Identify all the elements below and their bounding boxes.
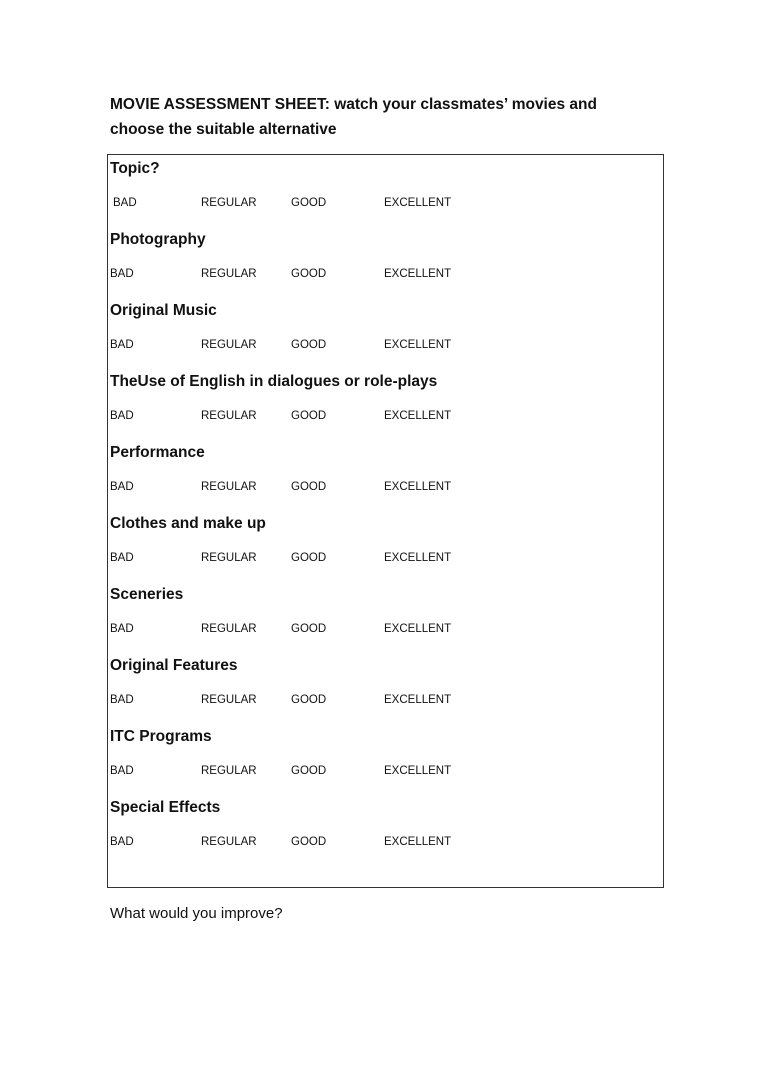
option-excellent[interactable]: EXCELLENT <box>384 623 452 635</box>
criterion-heading: Original Features <box>110 657 238 674</box>
option-bad[interactable]: BAD <box>110 765 134 777</box>
option-good[interactable]: GOOD <box>291 623 327 635</box>
improvement-question: What would you improve? <box>110 905 283 922</box>
option-bad[interactable]: BAD <box>110 836 134 848</box>
option-bad[interactable]: BAD <box>110 481 134 493</box>
criterion-original-features <box>110 656 452 708</box>
sheet-title-line-1: MOVIE ASSESSMENT SHEET: watch your classmates’ movies and <box>110 96 597 113</box>
rating-options <box>110 479 452 495</box>
option-good[interactable]: GOOD <box>291 410 327 422</box>
option-regular[interactable]: REGULAR <box>201 623 257 635</box>
sheet-title-line-2: choose the suitable alternative <box>110 121 337 138</box>
option-regular[interactable]: REGULAR <box>201 836 257 848</box>
option-regular[interactable]: REGULAR <box>201 694 257 706</box>
option-excellent[interactable]: EXCELLENT <box>384 765 452 777</box>
criterion-heading: Topic? <box>110 160 160 177</box>
option-regular[interactable]: REGULAR <box>201 197 257 209</box>
option-excellent[interactable]: EXCELLENT <box>384 197 452 209</box>
option-regular[interactable]: REGULAR <box>201 552 257 564</box>
criterion-heading: Special Effects <box>110 799 221 816</box>
rating-options <box>110 408 452 424</box>
option-bad[interactable]: BAD <box>113 197 137 209</box>
option-good[interactable]: GOOD <box>291 268 327 280</box>
criterion-photography <box>110 230 452 282</box>
rating-options <box>110 692 452 708</box>
criterion-itc-programs <box>110 727 452 779</box>
criterion-heading: Clothes and make up <box>110 515 266 532</box>
criterion-special-effects <box>110 798 452 850</box>
rating-options <box>110 550 452 566</box>
option-bad[interactable]: BAD <box>110 552 134 564</box>
rating-options <box>110 763 452 779</box>
option-excellent[interactable]: EXCELLENT <box>384 836 452 848</box>
option-good[interactable]: GOOD <box>291 197 327 209</box>
criterion-topic <box>110 159 452 211</box>
option-regular[interactable]: REGULAR <box>201 481 257 493</box>
criterion-heading: Performance <box>110 444 205 461</box>
option-bad[interactable]: BAD <box>110 339 134 351</box>
sheet-title <box>110 92 670 142</box>
option-bad[interactable]: BAD <box>110 694 134 706</box>
option-regular[interactable]: REGULAR <box>201 268 257 280</box>
option-excellent[interactable]: EXCELLENT <box>384 694 452 706</box>
assessment-box <box>107 154 664 888</box>
criterion-original-music <box>110 301 452 353</box>
criterion-heading: Photography <box>110 231 206 248</box>
option-excellent[interactable]: EXCELLENT <box>384 481 452 493</box>
option-excellent[interactable]: EXCELLENT <box>384 268 452 280</box>
rating-options <box>110 195 452 211</box>
criterion-performance <box>110 443 452 495</box>
option-regular[interactable]: REGULAR <box>201 410 257 422</box>
option-excellent[interactable]: EXCELLENT <box>384 552 452 564</box>
rating-options <box>110 337 452 353</box>
option-good[interactable]: GOOD <box>291 836 327 848</box>
option-good[interactable]: GOOD <box>291 552 327 564</box>
rating-options <box>110 266 452 282</box>
criterion-heading: ITC Programs <box>110 728 212 745</box>
option-bad[interactable]: BAD <box>110 268 134 280</box>
criterion-sceneries <box>110 585 452 637</box>
criterion-clothes-make-up <box>110 514 452 566</box>
option-excellent[interactable]: EXCELLENT <box>384 410 452 422</box>
option-good[interactable]: GOOD <box>291 765 327 777</box>
criterion-heading: Original Music <box>110 302 217 319</box>
option-good[interactable]: GOOD <box>291 694 327 706</box>
criterion-use-of-english <box>110 372 452 424</box>
option-bad[interactable]: BAD <box>110 623 134 635</box>
option-good[interactable]: GOOD <box>291 481 327 493</box>
option-good[interactable]: GOOD <box>291 339 327 351</box>
option-excellent[interactable]: EXCELLENT <box>384 339 452 351</box>
option-bad[interactable]: BAD <box>110 410 134 422</box>
criterion-heading: Sceneries <box>110 586 184 603</box>
option-regular[interactable]: REGULAR <box>201 339 257 351</box>
rating-options <box>110 621 452 637</box>
criterion-heading: TheUse of English in dialogues or role-plays <box>110 373 438 390</box>
option-regular[interactable]: REGULAR <box>201 765 257 777</box>
rating-options <box>110 834 452 850</box>
